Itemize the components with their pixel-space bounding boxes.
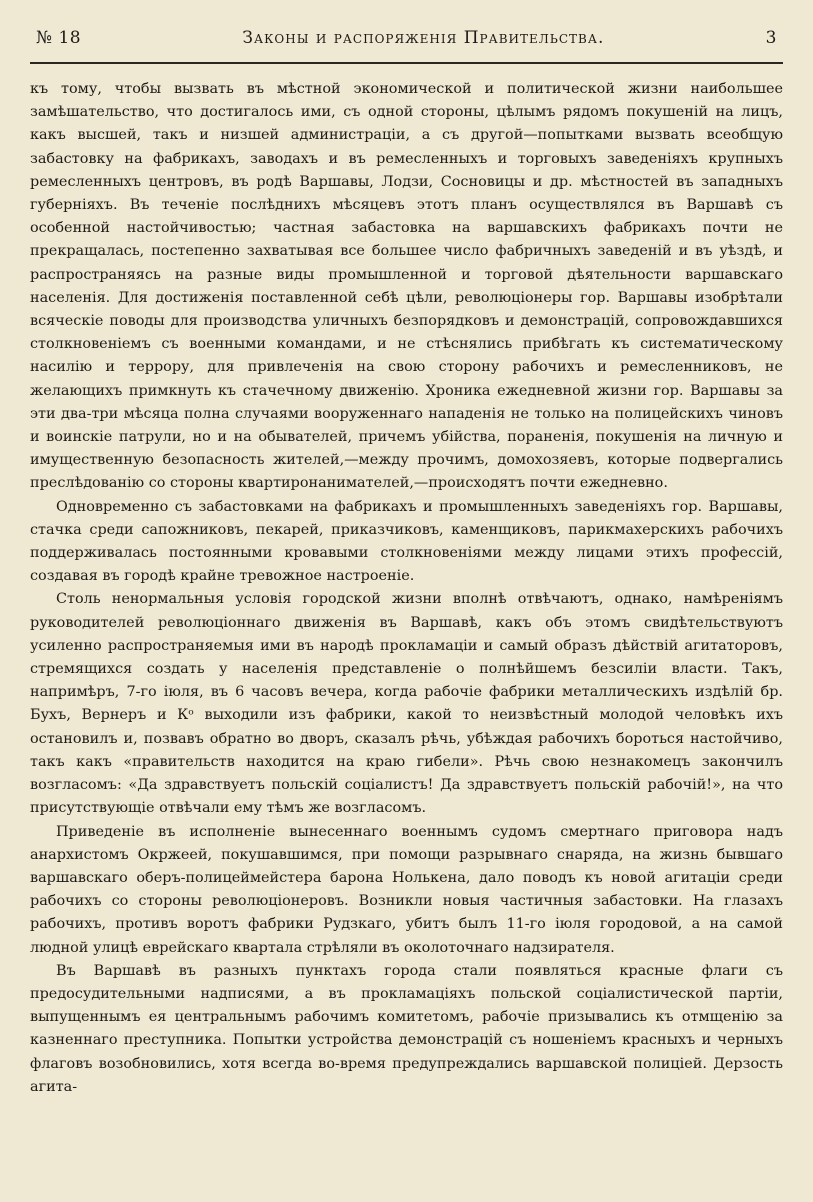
- paragraph: къ тому, чтобы вызвать въ мѣстной экономической и политической жизни наибольшее замѣшательство, что достигалось ими, съ одной стороны, цѣлымъ рядомъ покушеній на лицъ, какъ высшей, такъ и низшей администраціи, а съ другой—попытками вызвать всеобщую забастовку на фабрикахъ, заводахъ и въ ремесленныхъ и торговыхъ заведеніяхъ крупныхъ ремесленныхъ центровъ, въ родѣ Варшавы, Лодзи, Сосновицы и др. мѣстностей въ западныхъ губерніяхъ. Въ теченіе послѣднихъ мѣсяцевъ этотъ планъ осуществлялся въ Варшавѣ съ особенной настойчивостью; частная забастовка на варшавскихъ фабрикахъ почти не прекращалась, постепенно захватывая все большее число фабричныхъ заведеній и въ уѣздѣ, и распространяясь на разные виды промышленной и торговой дѣятельности варшавскаго населенія. Для достиженія поставленной себѣ цѣли, революціонеры гор. Варшавы изобрѣтали всяческіе поводы для производства уличныхъ безпорядковъ и демонстрацій, сопровождавшихся столкновеніемъ съ военными командами, и не стѣснялись прибѣгать къ систематическому насилію и террору, для привлеченія на свою сторону рабочихъ и ремесленниковъ, не желающихъ примкнуть къ стачечному движенію. Хроника ежедневной жизни гор. Варшавы за эти два-три мѣсяца полна случаями вооруженнаго нападенія не только на полицейскихъ чиновъ и воинскіе патрули, но и на обывателей, причемъ убійства, пораненія, покушенія на личную и имущественную безопасность жителей,—между прочимъ, домохозяевъ, которые подвергались преслѣдованію со стороны квартиронанимателей,—происходятъ почти ежедневно.: [30, 81, 783, 492]
- paragraph: Приведеніе въ исполненіе вынесеннаго военнымъ судомъ смертнаго приговора надъ анархистомъ Окржеей, покушавшимся, при помощи разрывнаго снаряда, на жизнь бывшаго варшавскаго оберъ-полицеймейстера барона Нолькена, дало поводъ къ новой агитаціи среди рабочихъ со стороны революціонеровъ. Возникли новыя частичныя забастовки. На глазахъ рабочихъ, противъ воротъ фабрики Рудзкаго, убитъ былъ 11-го іюля городовой, а на самой людной улицѣ еврейскаго квартала стрѣляли въ околоточнаго надзирателя.: [30, 823, 783, 956]
- page-number: 3: [765, 28, 777, 48]
- page-header: [30, 28, 783, 58]
- running-title: Законы и распоряженія Правительства.: [242, 28, 605, 48]
- paragraph: Въ Варшавѣ въ разныхъ пунктахъ города стали появляться красные флаги съ предосудительными надписями, а въ прокламаціяхъ польской соціалистической партіи, выпущеннымъ ея центральнымъ рабочимъ комитетомъ, рабочіе призывались къ отмщенію за казненнаго преступника. Попытки устройства демонстрацій съ ношеніемъ красныхъ и черныхъ флаговъ возобновились, хотя всегда во-время предупреждались варшавской полиціей. Дерзость агита-: [30, 962, 783, 1095]
- page-body: [30, 78, 783, 1099]
- issue-number: № 18: [36, 28, 82, 48]
- paragraph: Столь ненормальныя условія городской жизни вполнѣ отвѣчаютъ, однако, намѣреніямъ руководителей революціоннаго движенія въ Варшавѣ, какъ объ этомъ свидѣтельствуютъ усиленно распространяемыя ими въ народѣ прокламаціи и самый образъ дѣйствій агитаторовъ, стремящихся создать у населенія представленіе о полнѣйшемъ безсиліи власти. Такъ, напримѣръ, 7-го іюля, въ 6 часовъ вечера, когда рабочіе фабрики металлическихъ издѣлій бр. Бухъ, Вернеръ и Кᵒ выходили изъ фабрики, какой то неизвѣстный молодой человѣкъ ихъ остановилъ и, позвавъ обратно во дворъ, сказалъ рѣчь, убѣждая рабочихъ бороться настойчиво, такъ какъ «правительств находится на краю гибели». Рѣчь свою незнакомецъ закончилъ возгласомъ: «Да здравствуетъ польскій соціалистъ! Да здравствуетъ польскій рабочій!», на что присутствующіе отвѣчали ему тѣмъ же возгласомъ.: [30, 591, 783, 817]
- header-rule: [30, 62, 783, 64]
- paragraph: Одновременно съ забастовками на фабрикахъ и промышленныхъ заведеніяхъ гор. Варшавы, стачка среди сапожниковъ, пекарей, приказчиковъ, каменщиковъ, парикмахерскихъ рабочихъ поддерживалась постоянными кровавыми столкновеніями между лицами этихъ профессій, создавая въ городѣ крайне тревожное настроеніе.: [30, 498, 783, 585]
